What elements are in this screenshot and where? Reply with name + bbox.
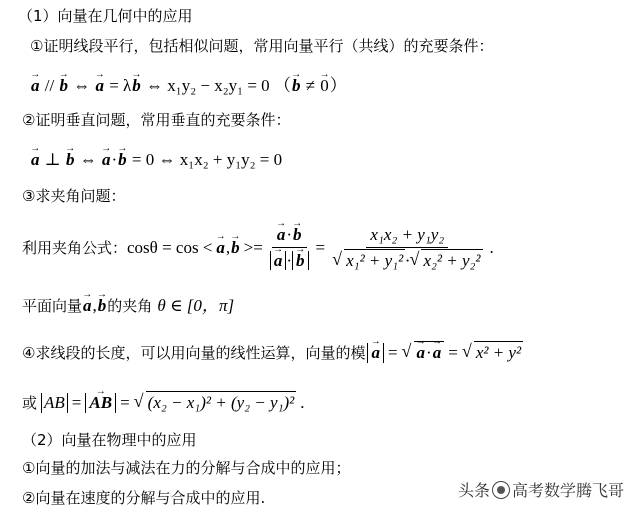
vector-a: → a (416, 343, 427, 363)
vector-b: → b (97, 296, 108, 316)
angle-range: 平面向量→ a,→ b的夹角 θ ∈ [0，π] (22, 296, 234, 316)
formula-perpendicular: → a ⊥ → b ⇔ → a·→ b = 0 ⇔ x₁x₂ + y₁y₂ = 0 (30, 150, 282, 170)
vector-b: → b (131, 76, 142, 96)
fraction-vector-form: → a·→ b → a ·→ b (266, 225, 313, 271)
parallel-symbol: // (44, 76, 55, 95)
vector-a: → a (30, 150, 41, 170)
formula-angle: 利用夹角公式： cosθ = cos < → a,→ b >= → a·→ b → a ·→ b = x₁x₂ + y₁y₂ √ x₁² + y₁² · √ x₂² + y₂² . (22, 222, 494, 274)
watermark-logo-icon (492, 481, 510, 499)
formula-distance: 或 AB = → AB = √ (x₂ − x₁)² + (y₂ − y₁)² . (22, 388, 305, 418)
angle-range-prefix: 平面向量 (22, 297, 83, 315)
coordinate-condition: x₁x₂ + y₁y₂ = 0 (179, 150, 283, 169)
equals-lambda: = λ (109, 76, 132, 95)
vector-b: → b (117, 150, 128, 170)
equals-sign: = (448, 343, 458, 362)
watermark (458, 478, 624, 501)
angle-bracket-close: >= (243, 238, 263, 257)
cos-theta: cosθ = cos < (127, 238, 213, 257)
vector-b: → b (295, 251, 306, 271)
sqrt-x-y: x² + y² (475, 343, 522, 362)
coordinate-numerator: x₁x₂ + y₁y₂ (366, 225, 448, 248)
equals-sign: = (387, 343, 398, 362)
vector-a: → a (370, 343, 381, 363)
vector-b: → b (230, 238, 241, 258)
item-length: ④求线段的长度，可以用向量的线性运算，向量的模 → a = √ → a·→ a = √ x² + y² (22, 338, 523, 368)
physics-item-velocity: ②向量在速度的分解与合成中的应用. (22, 489, 266, 507)
sqrt-x1-y1: x₁² + y₁² (346, 251, 404, 270)
iff-symbol: ⇔ (73, 76, 91, 95)
section-heading-physics: （2）向量在物理中的应用 (22, 431, 197, 449)
vector-a: → a (276, 225, 287, 245)
equals-sign: = (71, 393, 82, 412)
zero-vector: → 0 (319, 76, 330, 96)
dot-equals-zero: = 0 (131, 150, 155, 169)
formula-period: . (300, 393, 305, 412)
watermark-left: 头条 (458, 481, 491, 500)
ab-length: AB (41, 393, 68, 413)
sqrt-x2-y2: x₂² + y₂² (423, 251, 481, 270)
vector-b: → b (291, 76, 302, 96)
item-parallel-label: ①证明线段平行，包括相似问题，常用向量平行（共线）的充要条件： (30, 37, 494, 55)
physics-item-force: ①向量的加法与减法在力的分解与合成中的应用； (22, 459, 351, 477)
condition-close: ） (329, 76, 347, 95)
vector-b: → b (58, 76, 69, 96)
iff-symbol: ⇔ (146, 76, 164, 95)
vector-ab: → AB (88, 393, 113, 413)
formula-parallel (30, 76, 347, 96)
vector-a: → a (215, 238, 226, 258)
watermark-right: 高考数学腾飞哥 (512, 481, 625, 500)
coordinate-condition: x₁y₂ − x₂y₁ = 0 (167, 76, 270, 95)
vector-a: → a (30, 76, 41, 96)
distance-expression: (x₂ − x₁)² + (y₂ − y₁)² (147, 393, 295, 412)
or-label: 或 (22, 394, 38, 412)
formula-period: . (489, 238, 494, 257)
angle-range-mid: 的夹角 (107, 297, 153, 315)
section-heading-geometry: （1）向量在几何中的应用 (18, 7, 193, 25)
pi-range-end: π] (218, 296, 235, 315)
equals-sign: = (120, 393, 130, 412)
vector-a: → a (273, 251, 284, 271)
condition-open: （ (273, 76, 291, 95)
iff-symbol: ⇔ (158, 150, 176, 169)
vector-b: → b (65, 150, 76, 170)
vector-a: → a (94, 76, 105, 96)
vector-a: → a (101, 150, 112, 170)
vector-a: → a (82, 296, 93, 316)
item-length-label: ④求线段的长度，可以用向量的线性运算，向量的模 (22, 344, 366, 362)
vector-b: → b (292, 225, 303, 245)
perp-symbol: ⊥ (44, 150, 61, 169)
item-angle-label: ③求夹角问题： (22, 187, 126, 205)
fraction-coordinate-form: x₁x₂ + y₁y₂ √ x₁² + y₁² · √ x₂² + y₂² (332, 225, 481, 270)
theta-range: θ ∈ [0， (157, 296, 219, 315)
angle-formula-prefix: 利用夹角公式： (22, 239, 128, 257)
vector-a: → a (432, 343, 443, 363)
iff-symbol: ⇔ (79, 150, 97, 169)
item-perpendicular-label: ②证明垂直问题，常用垂直的充要条件： (22, 111, 291, 129)
not-equal-symbol: ≠ (305, 76, 316, 95)
